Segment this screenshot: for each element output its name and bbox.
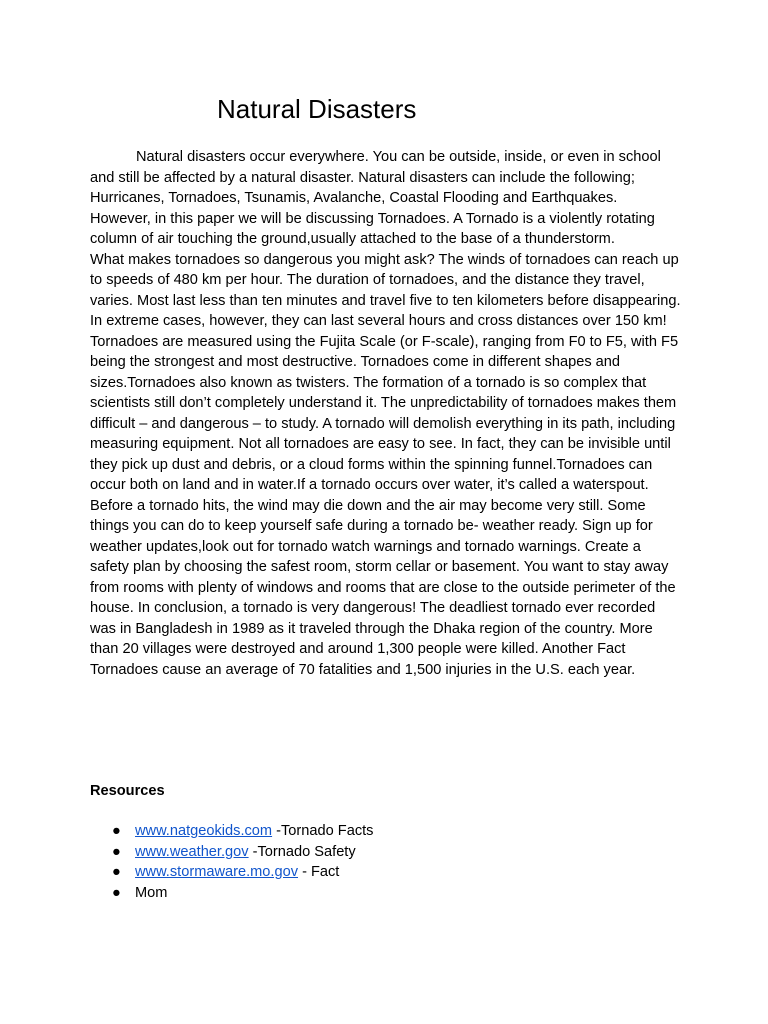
resources-list [90, 821, 373, 903]
resource-link-natgeokids[interactable]: www.natgeokids.com [135, 823, 273, 839]
list-item [90, 842, 373, 863]
bullet-icon: ● [112, 864, 121, 880]
resource-description: -Tornado Safety [248, 843, 356, 860]
resource-description: - Fact [298, 864, 340, 880]
document-body [90, 147, 682, 680]
list-item [90, 821, 373, 842]
resource-link-weather[interactable]: www.weather.gov [135, 843, 249, 860]
bullet-icon: ● [112, 843, 121, 860]
bullet-icon: ● [112, 884, 121, 901]
resource-description: Mom [135, 884, 168, 901]
page-title: Natural Disasters [217, 94, 417, 124]
resources-heading: Resources [90, 783, 165, 799]
list-item [90, 862, 373, 883]
body-paragraph-tornadoes: What makes tornadoes so dangerous you might ask? The winds of tornadoes can reach up to speeds of 480 km per hour. The duration of tornadoes, and the distance they travel, varies. Most last less than ten minutes and travel five to ten kilometers before disappearing. In extreme cases, however, they can last several hours and cross distances over 150 km! Tornadoes are measured using the Fujita Scale (or F-scale), ranging from F0 to F5, with F5 being the strongest and most destructive. Tornadoes come in different shapes and sizes.Tornadoes also known as twisters. The formation of a tornado is so complex that scientists still don’t completely understand it. The unpredictability of tornadoes makes them difficult – and dangerous – to study. A tornado will demolish everything in its path, including measuring equipment. Not all tornadoes are easy to see. In fact, they can be invisible until they pick up dust and debris, or a cloud forms within the spinning funnel.Tornadoes can occur both on land and in water.If a tornado occurs over water, it’s called a waterspout. Before a tornado hits, the wind may die down and the air may become very still. Some things you can do to keep yourself safe during a tornado be- weather ready. Sign up for weather updates,look out for tornado watch warnings and tornado warnings. Create a safety plan by choosing the safest room, storm cellar or basement. You want to stay away from rooms with plenty of windows and rooms that are close to the outside perimeter of the house. In conclusion, a tornado is very dangerous! The deadliest tornado ever recorded was in Bangladesh in 1989 as it traveled through the Dhaka region of the country. More than 20 villages were destroyed and around 1,300 people were killed. Another Fact Tornadoes cause an average of 70 fatalities and 1,500 injuries in the U.S. each year. [90, 251, 681, 678]
resource-description: -Tornado Facts [272, 823, 374, 839]
bullet-icon: ● [112, 823, 121, 839]
resource-link-stormaware[interactable]: www.stormaware.mo.gov [135, 864, 299, 880]
body-paragraph-intro: Natural disasters occur everywhere. You can be outside, inside, or even in school and still be affected by a natural disaster. Natural disasters can include the following; Hurricanes, Tornadoes, Tsunamis, Avalanche, Coastal Flooding and Earthquakes. However, in this paper we will be discussing Tornadoes. A Tornado is a violently rotating column of air touching the ground,usually attached to the base of a thunderstorm. [90, 149, 661, 247]
list-item [90, 883, 373, 904]
